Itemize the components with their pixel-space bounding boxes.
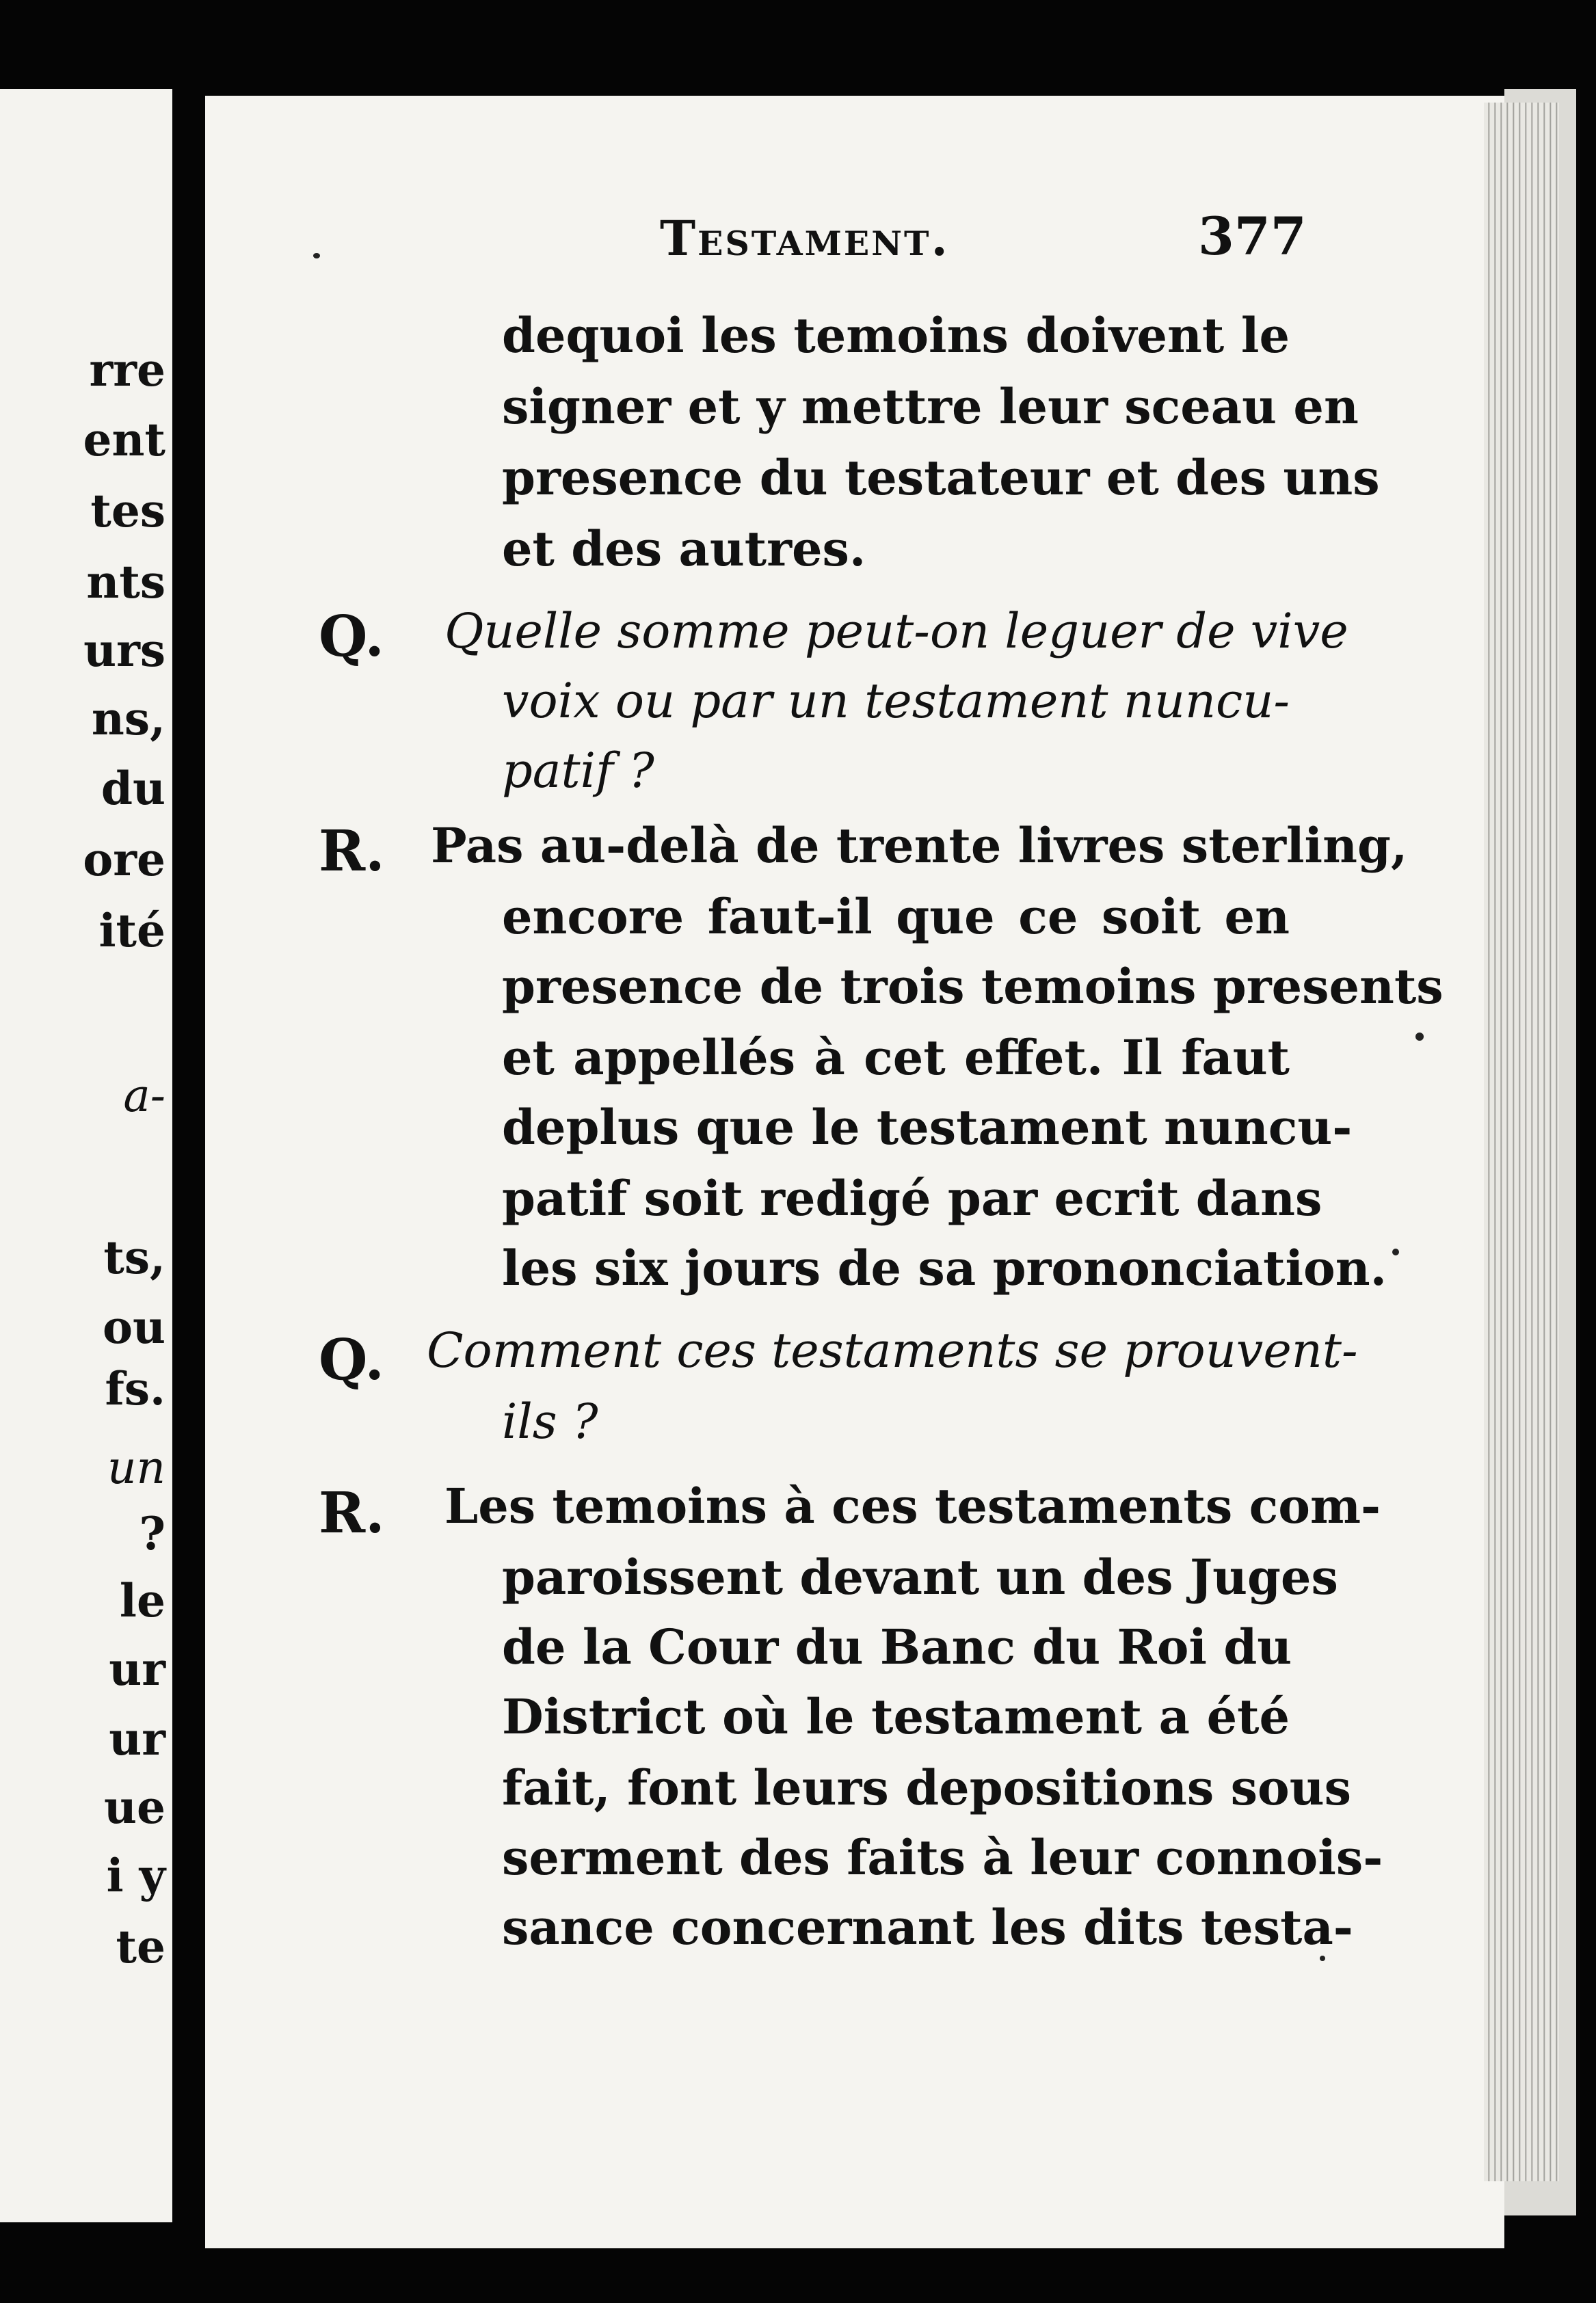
response-marker: R. [319,1480,385,1546]
left-fragment-line: urs [83,624,165,677]
response-marker: R. [319,818,385,884]
left-fragment-line: ité [98,904,165,957]
scan-speck [313,253,320,258]
left-fragment-line: ue [104,1781,165,1834]
answer-line: serment des faits à leur connois- [502,1829,1383,1886]
left-fragment-line: le [119,1574,165,1627]
answer-line: District où le testament a été [502,1688,1290,1745]
left-fragment-line: ? [139,1507,165,1560]
question-marker: Q. [319,1327,384,1393]
question-line: Quelle somme peut-on leguer de vive [444,603,1348,659]
scan-speck [1415,1033,1424,1041]
left-fragment-line: ts, [103,1231,165,1284]
left-fragment-line: ur [109,1712,165,1766]
question-marker: Q. [319,604,384,669]
answer-line: les six jours de sa prononciation. [502,1240,1387,1296]
running-title: Testament. [660,210,950,267]
left-fragment-line: ur [109,1642,165,1696]
text-line: presence du testateur et des uns [502,449,1380,506]
answer-line: encore faut-il que ce soit en [502,888,1290,945]
answer-line: et appellés à cet effet. Il faut [502,1029,1290,1086]
left-fragment-line: tes [90,484,165,537]
left-page-fragment [0,89,172,2222]
answer-line: de la Cour du Banc du Roi du [502,1619,1292,1675]
text-line: et des autres. [502,520,866,577]
left-fragment-line: rre [89,343,165,397]
answer-line: deplus que le testament nuncu- [502,1099,1353,1156]
page-number: 377 [1198,206,1307,267]
answer-line: Pas au-delà de trente livres sterling, [431,817,1408,874]
left-fragment-line: du [101,762,165,815]
left-fragment-line: fs. [105,1362,165,1415]
left-fragment-line: a- [123,1069,165,1122]
left-fragment-line: te [116,1920,165,1973]
left-fragment-line: ou [102,1301,165,1354]
question-line: ils ? [502,1394,598,1450]
scan-speck [1392,1249,1399,1255]
left-fragment-line: nts [86,555,165,609]
answer-line: Les temoins à ces testaments com- [444,1478,1381,1534]
question-line: voix ou par un testament nuncu- [502,673,1290,729]
left-fragment-line: ore [83,833,165,886]
answer-line: presence de trois temoins presents [502,958,1444,1015]
left-fragment-line: ent [83,413,165,466]
question-line: patif ? [502,743,654,799]
left-fragment-line: un [107,1441,165,1494]
scan-speck [1320,1956,1325,1961]
left-fragment-line: ns, [91,692,165,745]
text-line: dequoi les temoins doivent le [502,307,1290,364]
answer-line: sance concernant les dits testa- [502,1899,1353,1956]
answer-line: patif soit redigé par ecrit dans [502,1170,1322,1227]
answer-line: paroissent devant un des Juges [502,1549,1338,1606]
answer-line: fait, font leurs depositions sous [502,1759,1352,1816]
text-line: signer et y mettre leur sceau en [502,378,1359,435]
left-fragment-line: i y [106,1849,165,1902]
question-line: Comment ces testaments se prouvent- [427,1322,1358,1379]
page-fore-edge [1484,103,1559,2181]
